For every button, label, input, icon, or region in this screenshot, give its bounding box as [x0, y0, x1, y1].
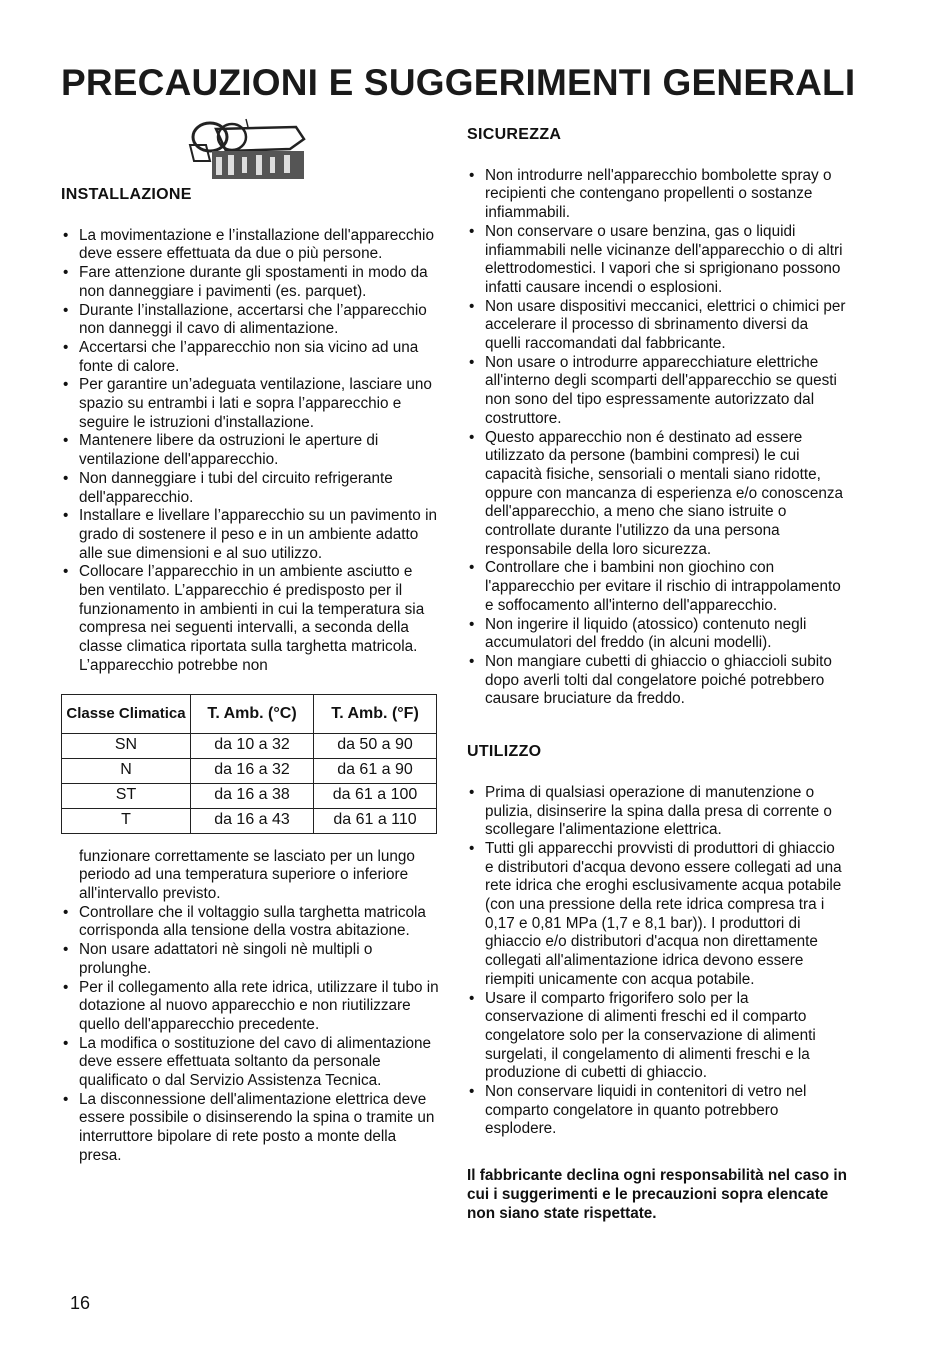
table-row — [62, 783, 437, 808]
list-item: • Usare il comparto frigorifero solo per la conservazione di alimenti freschi ed il comparto congelatore solo per la conservazione di alimenti surgelati, il congelamento di alimenti freschi e la produzione di cubetti di ghiaccio. — [467, 990, 847, 1084]
installazione-heading: INSTALLAZIONE — [61, 186, 192, 203]
table-row — [62, 758, 437, 783]
list-item: • Tutti gli apparecchi provvisti di produttori di ghiaccio e distributori d'acqua devono essere collegati ad una rete idrica che eroghi esclusivamente acqua potabile (con una pressione della rete idrica compresa tra i 0,17 e 0,81 MPa (1,7 e 8,1 bar)). I produttori di ghiaccio e/o distributori d'acqua non direttamente collegati all'alimentazione idrica devono essere riempiti unicamente con acqua potabile. — [467, 840, 847, 990]
table-header-cell: Classe Climatica — [62, 694, 191, 733]
table-cell: T — [62, 808, 191, 833]
table-row — [62, 733, 437, 758]
utilizzo-heading: UTILIZZO — [467, 743, 542, 761]
list-item: • Per il collegamento alla rete idrica, utilizzare il tubo in dotazione al nuovo apparecchio e non riutilizzare quello dell'apparecchio precedente. — [61, 979, 441, 1035]
page-title: PRECAUZIONI E SUGGERIMENTI GENERALI — [61, 62, 856, 103]
sicurezza-list — [467, 167, 847, 709]
list-item: • Collocare l’apparecchio in un ambiente asciutto e ben ventilato. L’apparecchio é predisposto per il funzionamento in ambienti in cui la temperatura sia compresa nei seguenti intervalli, a seconda della classe climatica riportata sulla targhetta matricola. L’apparecchio potrebbe non — [61, 563, 441, 675]
table-row — [62, 808, 437, 833]
disclaimer-note: Il fabbricante declina ogni responsabilità nel caso in cui i suggerimenti e le precauzioni sopra elencate non siano state rispettate. — [467, 1167, 847, 1222]
right-column — [467, 126, 847, 1239]
list-item: • Mantenere libere da ostruzioni le aperture di ventilazione dell'apparecchio. — [61, 432, 441, 469]
list-item: • Non danneggiare i tubi del circuito refrigerante dell'apparecchio. — [61, 470, 441, 507]
list-item: • La disconnessione dell'alimentazione elettrica deve essere possibile o disinserendo la spina o tramite un interruttore bipolare di rete posto a monte della presa. — [61, 1091, 441, 1166]
appliance-illustration-icon — [186, 115, 310, 187]
installazione-continuation: funzionare correttamente se lasciato per un lungo periodo ad una temperatura superiore o inferiore all'intervallo previsto. — [79, 847, 415, 902]
sicurezza-heading: SICUREZZA — [467, 126, 562, 143]
table-cell: SN — [62, 733, 191, 758]
list-item: • Non mangiare cubetti di ghiaccio o ghiaccioli subito dopo averli tolti dal congelatore poiché potrebbero causare bruciature da freddo. — [467, 653, 847, 709]
table-cell: da 50 a 90 — [314, 733, 437, 758]
list-item: • Controllare che i bambini non giochino con l'apparecchio per evitare il rischio di intrappolamento e soffocamento all'interno dell'apparecchio. — [467, 559, 847, 615]
list-item: • Installare e livellare l’apparecchio su un pavimento in grado di sostenere il peso e in un ambiente adatto alle sue dimensioni e al suo utilizzo. — [61, 507, 441, 563]
utilizzo-list — [467, 784, 847, 1139]
table-cell: ST — [62, 783, 191, 808]
page-number: 16 — [70, 1293, 91, 1313]
list-item: • Non usare o introdurre apparecchiature elettriche all'interno degli scomparti dell'apparecchio se questi non sono del tipo espressamente autorizzato dal costruttore. — [467, 354, 847, 429]
table-cell: da 16 a 32 — [191, 758, 314, 783]
climate-class-table — [61, 694, 437, 834]
table-cell: da 61 a 90 — [314, 758, 437, 783]
list-item: • Non conservare o usare benzina, gas o liquidi infiammabili nelle vicinanze dell'apparecchio o di altri elettrodomestici. I vapori che si sprigionano possono infatti causare incendi o esplosioni. — [467, 223, 847, 298]
list-item: • Accertarsi che l’apparecchio non sia vicino ad una fonte di calore. — [61, 339, 441, 376]
table-header-row — [62, 694, 437, 733]
list-item: • Durante l’installazione, accertarsi che l’apparecchio non danneggi il cavo di alimentazione. — [61, 302, 441, 339]
list-item: • Questo apparecchio non é destinato ad essere utilizzato da persone (bambini compresi) le cui capacità fisiche, sensoriali o mentali siano ridotte, oppure con mancanza di esperienza e/o conoscenza dell'apparecchio, a meno che siano istruite o controllate durante l'utilizzo da una persona responsabile della loro sicurezza. — [467, 429, 847, 560]
list-item: • Controllare che il voltaggio sulla targhetta matricola corrisponda alla tensione della vostra abitazione. — [61, 904, 441, 941]
table-cell: da 61 a 110 — [314, 808, 437, 833]
installazione-list — [61, 227, 441, 676]
table-cell: da 16 a 38 — [191, 783, 314, 808]
left-column — [61, 186, 441, 1166]
table-header-cell: T. Amb. (°C) — [191, 694, 314, 733]
table-cell: N — [62, 758, 191, 783]
installazione-list-continued — [61, 904, 441, 1166]
list-item: • Non introdurre nell'apparecchio bombolette spray o recipienti che contengano propellenti o sostanze infiammabili. — [467, 167, 847, 223]
table-cell: da 16 a 43 — [191, 808, 314, 833]
list-item: • Per garantire un’adeguata ventilazione, lasciare uno spazio su entrambi i lati e sopra l’apparecchio e seguire le istruzioni d'installazione. — [61, 376, 441, 432]
list-item: • Non conservare liquidi in contenitori di vetro nel comparto congelatore in quanto potrebbero esplodere. — [467, 1083, 847, 1139]
table-header-cell: T. Amb. (°F) — [314, 694, 437, 733]
list-item: • La movimentazione e l’installazione dell'apparecchio deve essere effettuata da due o più persone. — [61, 227, 441, 264]
list-item: • Non usare adattatori nè singoli nè multipli o prolunghe. — [61, 941, 441, 978]
list-item: • Prima di qualsiasi operazione di manutenzione o pulizia, disinserire la spina dalla presa di corrente o scollegare l'alimentazione elettrica. — [467, 784, 847, 840]
table-cell: da 10 a 32 — [191, 733, 314, 758]
list-item: • Non ingerire il liquido (atossico) contenuto negli accumulatori del freddo (in alcuni modelli). — [467, 616, 847, 653]
table-cell: da 61 a 100 — [314, 783, 437, 808]
list-item: • La modifica o sostituzione del cavo di alimentazione deve essere effettuata soltanto da personale qualificato o dal Servizio Assistenza Tecnica. — [61, 1035, 441, 1091]
list-item: • Non usare dispositivi meccanici, elettrici o chimici per accelerare il processo di sbrinamento diversi da quelli raccomandati dal fabbricante. — [467, 298, 847, 354]
list-item: • Fare attenzione durante gli spostamenti in modo da non danneggiare i pavimenti (es. parquet). — [61, 264, 441, 301]
